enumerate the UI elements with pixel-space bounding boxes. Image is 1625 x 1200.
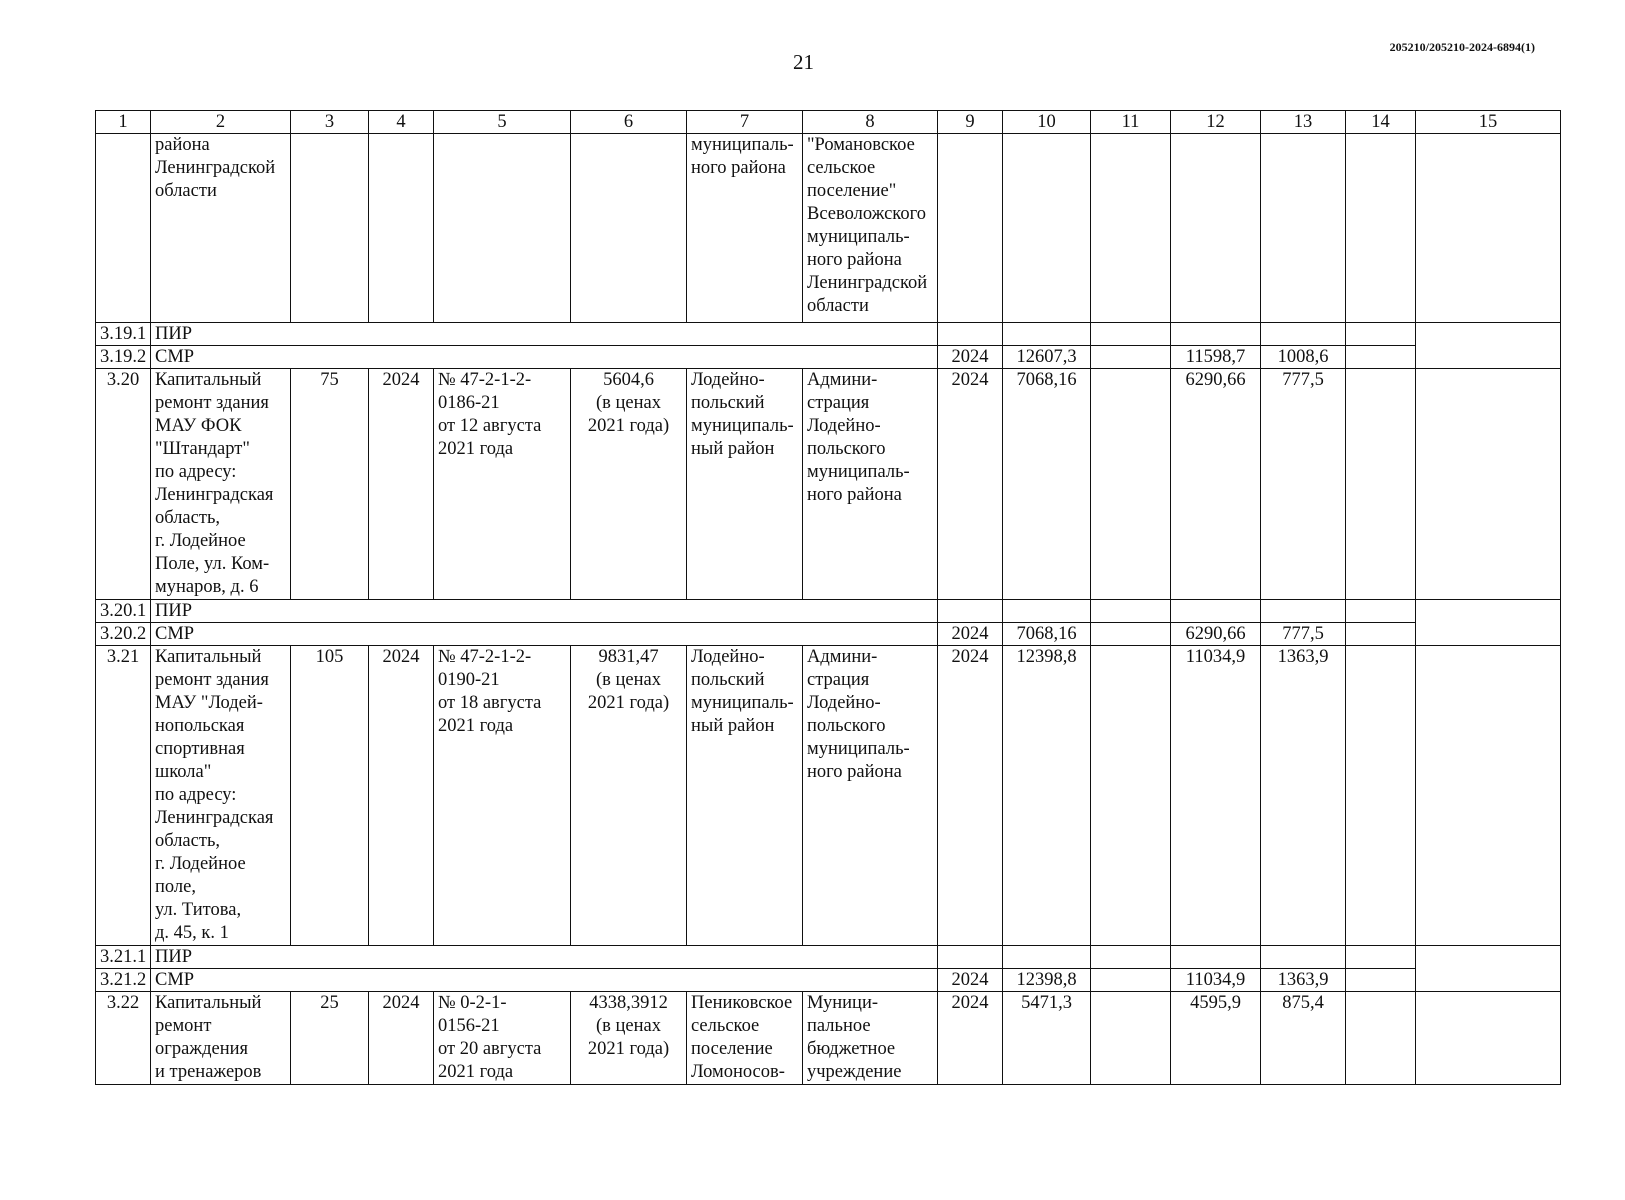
cell <box>291 134 369 323</box>
cell <box>1171 600 1261 623</box>
cell <box>1091 946 1171 969</box>
cell <box>1091 134 1171 323</box>
cell-customer: Муници- пальное бюджетное учреждение <box>803 992 938 1085</box>
cell-year: 2024 <box>938 969 1003 992</box>
col-header: 8 <box>803 111 938 134</box>
cell-regional: 11034,9 <box>1171 969 1261 992</box>
cell-name: Капитальный ремонт здания МАУ "Лодей- нопольская спортивная школа" по адресу: Ленинградская область, г. Лодейное поле, ул. Титова, д. 45, к. 1 <box>151 646 291 946</box>
col-header: 2 <box>151 111 291 134</box>
cell <box>1261 323 1346 346</box>
cell-local: 875,4 <box>1261 992 1346 1085</box>
cell <box>1346 369 1416 600</box>
cell-number: 3.20.1 <box>96 600 151 623</box>
cell <box>1091 323 1171 346</box>
cell-year: 2024 <box>938 992 1003 1085</box>
cell-cost: 5604,6 (в ценах 2021 года) <box>571 369 687 600</box>
cell <box>1091 992 1171 1085</box>
cell <box>1346 992 1416 1085</box>
col-header: 9 <box>938 111 1003 134</box>
cell-expertise: № 47-2-1-2- 0186-21 от 12 августа 2021 года <box>434 369 571 600</box>
table-row <box>96 600 1561 623</box>
cell <box>1003 323 1091 346</box>
cell <box>1346 600 1416 623</box>
cell-name: Капитальный ремонт здания МАУ ФОК "Штандарт" по адресу: Ленинградская область, г. Лодейное Поле, ул. Ком- мунаров, д. 6 <box>151 369 291 600</box>
cell-number: 3.20 <box>96 369 151 600</box>
cell-number: 3.20.2 <box>96 623 151 646</box>
cell-customer: "Романовское сельское поселение" Всеволожского муниципаль- ного района Ленинградской области <box>803 134 938 323</box>
cell <box>1261 946 1346 969</box>
cell-cost: 9831,47 (в ценах 2021 года) <box>571 646 687 946</box>
cell <box>1416 369 1561 600</box>
cell-total: 12607,3 <box>1003 346 1091 369</box>
cell-name: района Ленинградской области <box>151 134 291 323</box>
cell-total: 5471,3 <box>1003 992 1091 1085</box>
cell-municipality: Лодейно- польский муниципаль- ный район <box>687 369 803 600</box>
cell-year: 2024 <box>369 992 434 1085</box>
cell-local: 1008,6 <box>1261 346 1346 369</box>
cell <box>571 134 687 323</box>
cell <box>1091 346 1171 369</box>
cell <box>1003 946 1091 969</box>
cell <box>1416 946 1561 992</box>
document-id: 205210/205210-2024-6894(1) <box>1389 40 1535 54</box>
cell-number: 3.22 <box>96 992 151 1085</box>
page-number: 21 <box>793 50 814 74</box>
col-header: 6 <box>571 111 687 134</box>
cell-regional: 11034,9 <box>1171 646 1261 946</box>
cell-number: 3.19.1 <box>96 323 151 346</box>
cell <box>369 134 434 323</box>
table-row <box>96 346 1561 369</box>
cell-stage: СМР <box>151 346 938 369</box>
cell-customer: Админи- страция Лодейно- польского муниципаль- ного района <box>803 646 938 946</box>
cell <box>1171 134 1261 323</box>
cell <box>1416 134 1561 323</box>
cell <box>1346 346 1416 369</box>
cell-capacity: 75 <box>291 369 369 600</box>
cell-stage: СМР <box>151 969 938 992</box>
cell-local: 1363,9 <box>1261 646 1346 946</box>
cell-total: 12398,8 <box>1003 646 1091 946</box>
cell-total: 7068,16 <box>1003 369 1091 600</box>
col-header: 11 <box>1091 111 1171 134</box>
col-header: 3 <box>291 111 369 134</box>
cell-year: 2024 <box>938 369 1003 600</box>
cell <box>938 323 1003 346</box>
col-header: 4 <box>369 111 434 134</box>
cell <box>938 134 1003 323</box>
table-row <box>96 134 1561 323</box>
cell-regional: 6290,66 <box>1171 369 1261 600</box>
cell <box>1416 600 1561 646</box>
cell <box>938 600 1003 623</box>
header-row <box>96 111 1561 134</box>
cell <box>1091 646 1171 946</box>
cell-capacity: 25 <box>291 992 369 1085</box>
cell-total: 7068,16 <box>1003 623 1091 646</box>
cell <box>1261 134 1346 323</box>
cell <box>1091 969 1171 992</box>
cell-municipality: муниципаль- ного района <box>687 134 803 323</box>
cell-year: 2024 <box>369 369 434 600</box>
col-header: 5 <box>434 111 571 134</box>
cell <box>938 946 1003 969</box>
cell <box>1346 623 1416 646</box>
cell-stage: ПИР <box>151 946 938 969</box>
cell-number: 3.21.2 <box>96 969 151 992</box>
cell-year: 2024 <box>369 646 434 946</box>
cell <box>1171 946 1261 969</box>
col-header: 13 <box>1261 111 1346 134</box>
col-header: 12 <box>1171 111 1261 134</box>
cell-stage: ПИР <box>151 323 938 346</box>
col-header: 1 <box>96 111 151 134</box>
cell <box>434 134 571 323</box>
cell <box>1346 646 1416 946</box>
cell <box>1091 623 1171 646</box>
program-table <box>95 110 1561 1085</box>
cell-municipality: Лодейно- польский муниципаль- ный район <box>687 646 803 946</box>
cell <box>1091 369 1171 600</box>
cell-local: 1363,9 <box>1261 969 1346 992</box>
cell-regional: 4595,9 <box>1171 992 1261 1085</box>
cell-customer: Админи- страция Лодейно- польского муниципаль- ного района <box>803 369 938 600</box>
cell-number <box>96 134 151 323</box>
table-row <box>96 646 1561 946</box>
cell <box>1171 323 1261 346</box>
cell-year: 2024 <box>938 646 1003 946</box>
cell-year: 2024 <box>938 623 1003 646</box>
cell-stage: ПИР <box>151 600 938 623</box>
cell-total: 12398,8 <box>1003 969 1091 992</box>
cell <box>1003 134 1091 323</box>
cell-number: 3.21 <box>96 646 151 946</box>
cell-stage: СМР <box>151 623 938 646</box>
cell <box>1261 600 1346 623</box>
table-row <box>96 323 1561 346</box>
cell <box>1346 323 1416 346</box>
cell <box>1346 946 1416 969</box>
table-row <box>96 969 1561 992</box>
cell <box>1416 323 1561 369</box>
cell-capacity: 105 <box>291 646 369 946</box>
cell-local: 777,5 <box>1261 623 1346 646</box>
table-row <box>96 369 1561 600</box>
table-row <box>96 623 1561 646</box>
table-row <box>96 946 1561 969</box>
cell-municipality: Пениковское сельское поселение Ломоносов- <box>687 992 803 1085</box>
cell-expertise: № 0-2-1- 0156-21 от 20 августа 2021 года <box>434 992 571 1085</box>
cell-name: Капитальный ремонт ограждения и тренажеров <box>151 992 291 1085</box>
col-header: 15 <box>1416 111 1561 134</box>
col-header: 10 <box>1003 111 1091 134</box>
cell <box>1416 646 1561 946</box>
cell-cost: 4338,3912 (в ценах 2021 года) <box>571 992 687 1085</box>
cell <box>1416 992 1561 1085</box>
cell <box>1091 600 1171 623</box>
col-header: 14 <box>1346 111 1416 134</box>
cell-local: 777,5 <box>1261 369 1346 600</box>
cell-year: 2024 <box>938 346 1003 369</box>
cell-expertise: № 47-2-1-2- 0190-21 от 18 августа 2021 года <box>434 646 571 946</box>
col-header: 7 <box>687 111 803 134</box>
table-row <box>96 992 1561 1085</box>
cell-regional: 11598,7 <box>1171 346 1261 369</box>
cell-number: 3.19.2 <box>96 346 151 369</box>
cell-regional: 6290,66 <box>1171 623 1261 646</box>
cell <box>1346 969 1416 992</box>
cell <box>1346 134 1416 323</box>
cell-number: 3.21.1 <box>96 946 151 969</box>
cell <box>1003 600 1091 623</box>
